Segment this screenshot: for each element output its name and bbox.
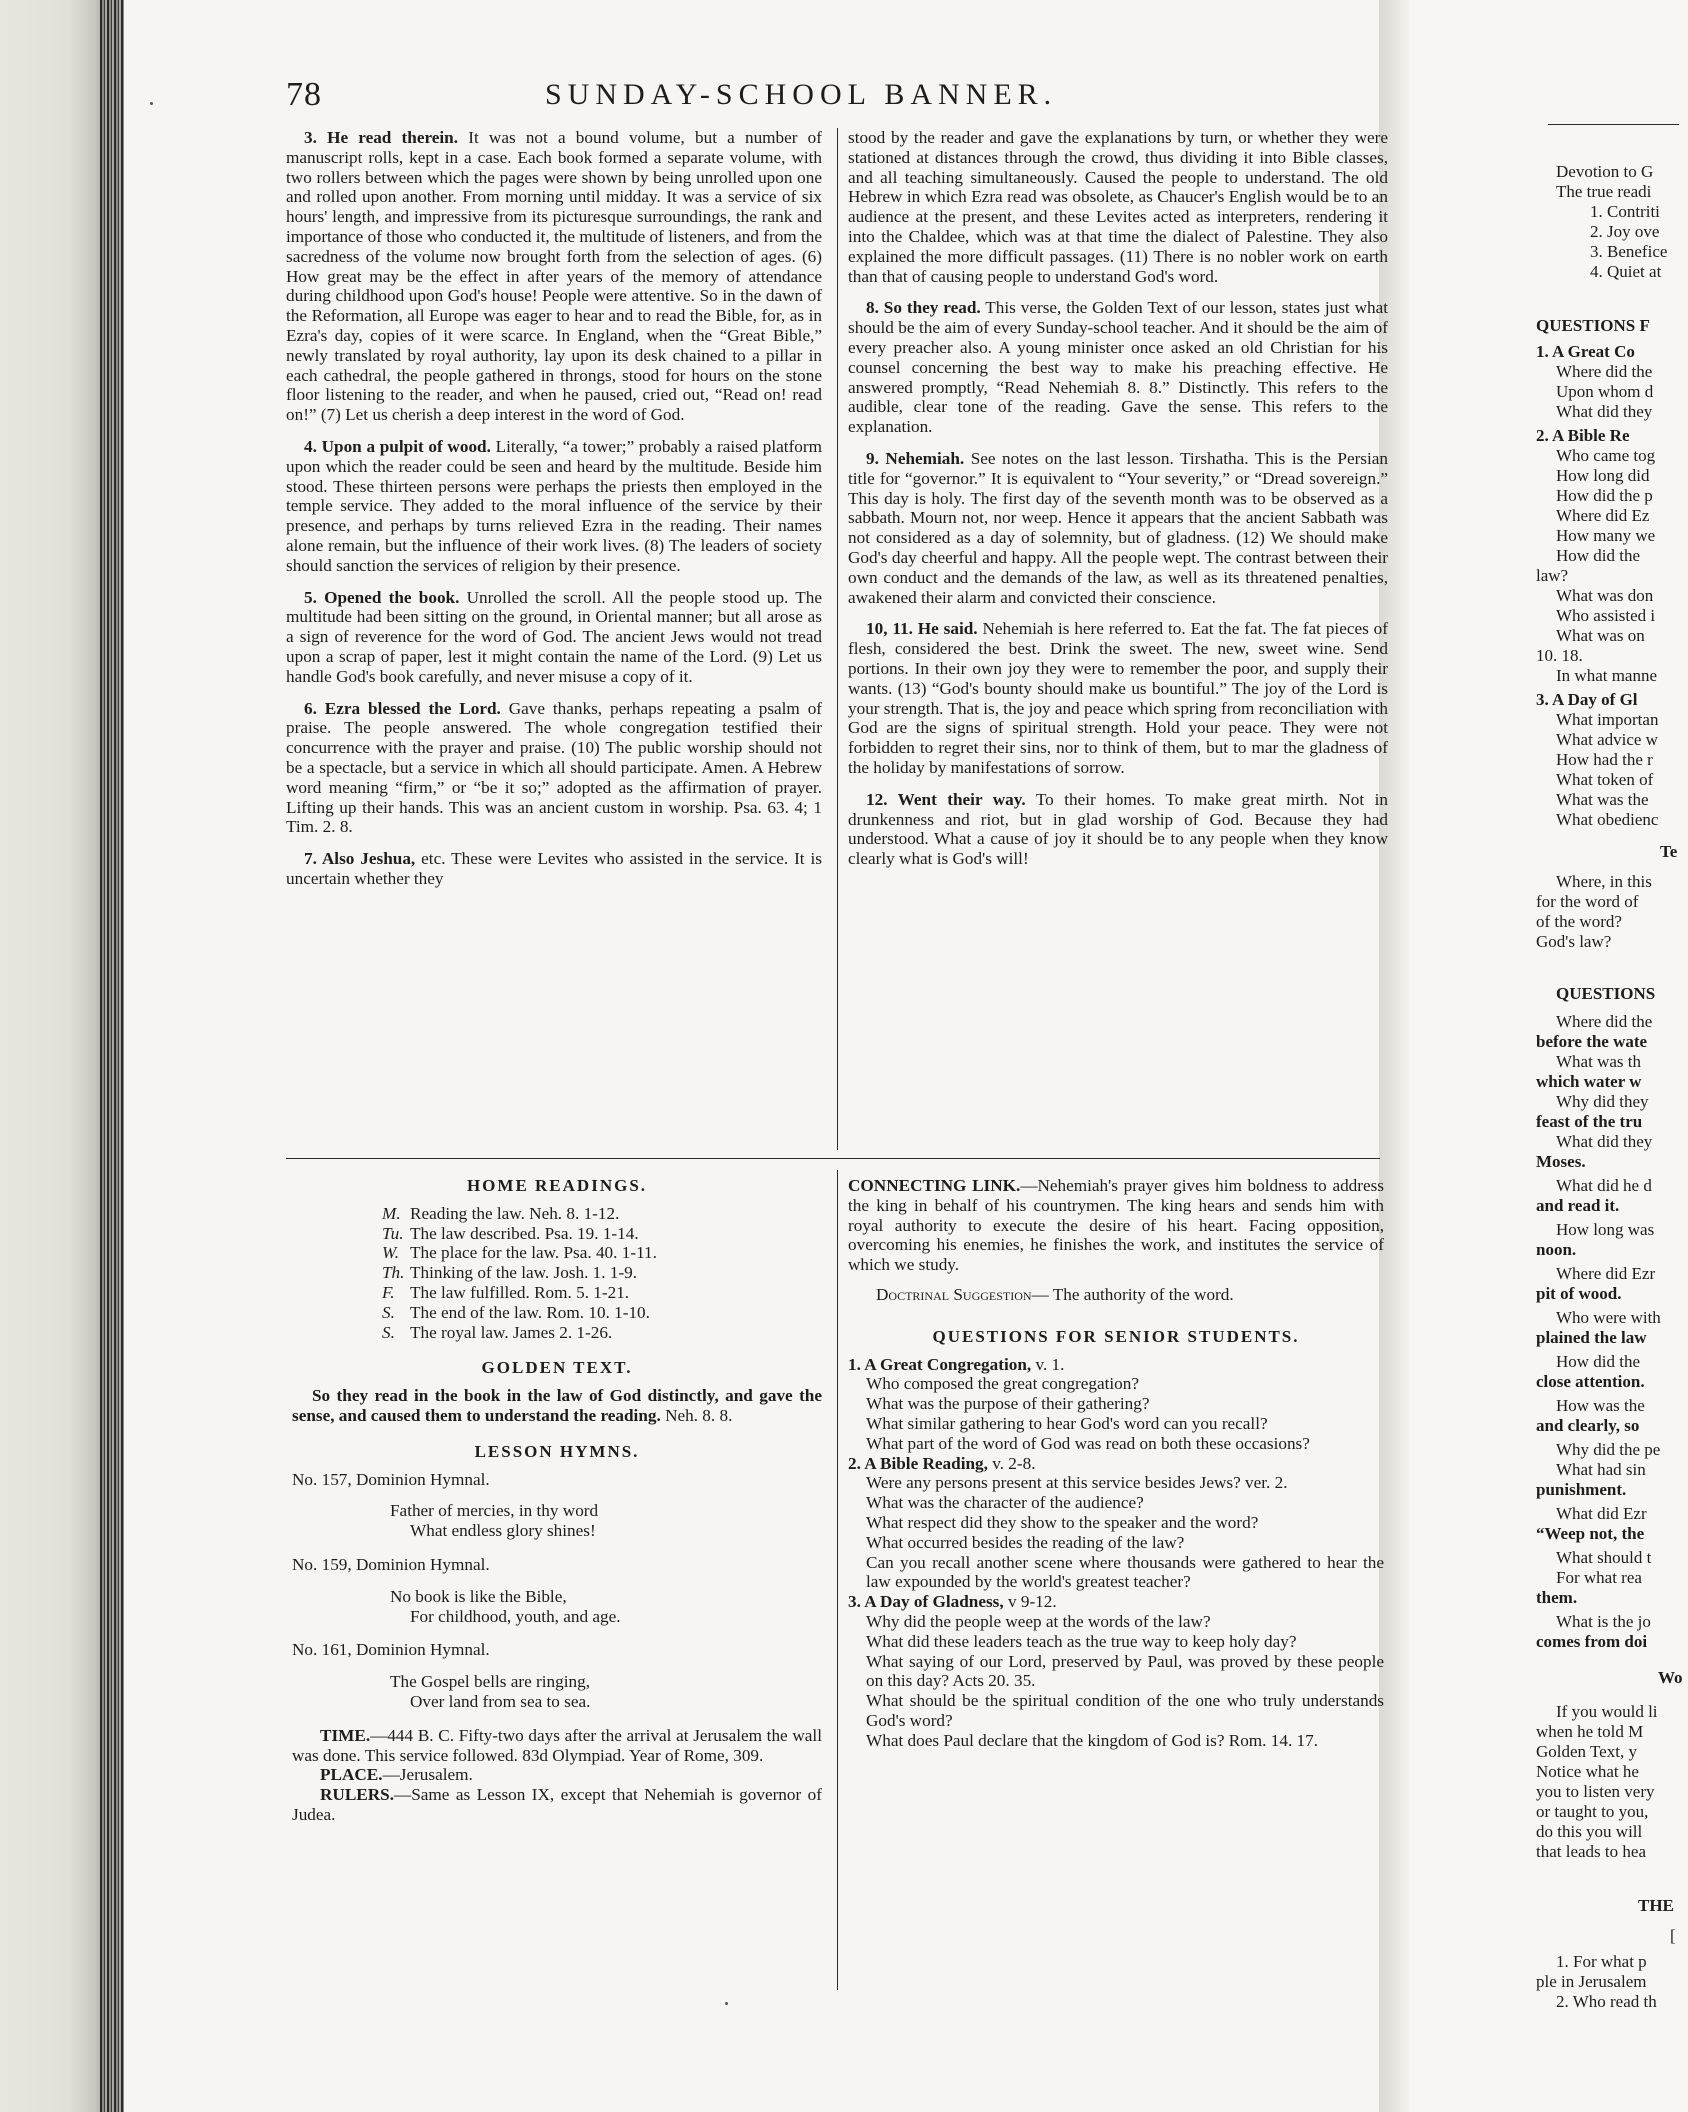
reading-text: The royal law. James 2. 1-26. [410,1322,613,1342]
hymn-line: Father of mercies, in thy word [390,1501,599,1521]
right-page-line: you to listen very [1536,1782,1655,1801]
commentary-paragraph [286,849,822,889]
right-page-line: 2. Who read th [1556,1992,1657,2011]
right-page-line: If you would li [1556,1702,1658,1721]
commentary-column-1 [286,128,822,901]
right-page-line: For what rea [1556,1568,1642,1587]
paragraph-text: Literally, “a tower;” probably a raised platform upon which the reader could be seen and heard by the multitude. Beside him stood. These thirteen persons were perhaps the priests then employed in the temple service. They added to the moral influence of the service by their presence, and perhaps by turns relieved Ezra in the reading. Their names alone remain, but the influence of their work lives. (8) The leaders of society should sanction the services of religion by their presence. [286,436,822,575]
hymn-line: No book is like the Bible, [390,1586,567,1606]
question-item: What was the purpose of their gathering? [866,1394,1150,1414]
reading-text: The law described. Psa. 19. 1-14. [410,1223,639,1243]
right-page-line: How did the [1556,546,1641,565]
right-page-line: God's law? [1536,932,1612,951]
reading-text: The law fulfilled. Rom. 5. 1-21. [410,1282,630,1302]
right-page-line: What had sin [1556,1460,1646,1479]
question-item: What occurred besides the reading of the law? [866,1532,1185,1552]
right-page-line: Why did the pe [1556,1440,1661,1459]
home-reading-row [382,1224,822,1244]
right-page-line: What did they [1556,1132,1653,1151]
right-page-line: that leads to hea [1536,1842,1646,1861]
doctrinal-text: — The authority of the word. [1031,1284,1234,1304]
lesson-hymns-list [292,1470,822,1712]
question-group-heading [848,1592,1384,1612]
right-page-line: ple in Jerusalem [1536,1972,1647,1991]
verse-heading: 10, 11. He said. [866,619,978,639]
commentary-paragraph [286,437,822,576]
right-page-line: What advice w [1556,730,1658,749]
right-page-line: Devotion to G [1556,162,1654,181]
golden-text-body: So they read in the book in the law of God distinctly, and gave the sense, and caused them to understand the reading. [292,1386,822,1425]
question-item: What was the character of the audience? [866,1493,1144,1513]
right-page-line: do this you will [1536,1822,1643,1841]
right-page-line: Upon whom d [1556,382,1654,401]
page-speck [150,102,153,105]
reading-text: Reading the law. Neh. 8. 1-12. [410,1203,620,1223]
right-page-line: How long did [1556,466,1650,485]
right-page-line: close attention. [1536,1372,1645,1391]
right-page-line: 1. Contriti [1590,202,1660,221]
paragraph-text: Unrolled the scroll. All the people stood up. The multitude had been sitting on the ground, in Oriental manner; but all arose as a sign of reverence for the word of God. The ancient Jews would not tread upon a scrap of paper, lest it might contain the name of the Lord. (9) Let us handle God's book carefully, and never misuse a copy of it. [286,587,822,686]
verse-heading: 12. Went their way. [866,789,1026,809]
place-label: PLACE. [320,1765,383,1785]
home-readings-list [292,1204,822,1343]
right-page-line: How long was [1556,1220,1655,1239]
rulers-label: RULERS. [320,1785,395,1805]
right-page-line: of the word? [1536,912,1622,931]
right-page-line: law? [1536,566,1569,585]
reading-day: F. [382,1282,395,1302]
verse-heading: 3. He read therein. [304,128,459,147]
right-page-line: noon. [1536,1240,1577,1259]
right-page-line: What importan [1556,710,1659,729]
right-page-line: which water w [1536,1072,1642,1091]
connecting-label: CONNECTING LINK. [848,1176,1021,1195]
right-page-line: Where did Ez [1556,506,1650,525]
right-page-line: or taught to you, [1536,1802,1649,1821]
right-page-line: What was on [1556,626,1645,645]
group-verses: v. 1. [1031,1354,1065,1374]
lesson-hymns-title: LESSON HYMNS. [474,1441,640,1461]
right-page-line: What did they [1556,402,1653,421]
hymn-line: For childhood, youth, and age. [410,1606,621,1626]
right-page-line: In what manne [1556,666,1658,685]
time-note [292,1726,822,1766]
home-readings-title: HOME READINGS. [466,1176,648,1195]
reading-day: W. [382,1243,400,1263]
group-title: 3. A Day of Gladness, [848,1592,1004,1612]
right-page-line: 3. A Day of Gl [1536,690,1638,709]
commentary-paragraph [286,128,822,425]
right-page-line: 1. For what p [1556,1952,1647,1971]
paragraph-text: See notes on the last lesson. Tirshatha. This is the Persian title for “governor.” It is equivalent to “Your severity,” or “Dread sovereign.” This day is holy. The first day of the seventh month was to be observed as a sabbath. Mourn not, nor weep. Hence it appears that the ancient Sabbath was not considered as a day of solemnity, but of gladness. (12) We should make God's day cheerful and happy. All the people wept. The contrast between their own conduct and the demands of the law, as well as its threatened penalties, awakened their alarm and convicted their conscience. [848,448,1388,607]
right-page-line: How had the r [1556,750,1653,769]
right-page-line: What should t [1556,1548,1652,1567]
right-page-line: The true readi [1556,182,1652,201]
header-rule [1548,124,1679,125]
group-verses: v. 2-8. [987,1453,1036,1473]
right-page-line: Who assisted i [1556,606,1656,625]
right-page-line: and clearly, so [1536,1416,1640,1435]
right-page-line: What was the [1556,790,1649,809]
reading-day: S. [382,1322,395,1342]
hymn-line: What endless glory shines! [410,1521,596,1541]
right-page-line: What was don [1556,586,1654,605]
rulers-note [292,1785,822,1825]
place-note [292,1765,822,1785]
right-page-line: Who were with [1556,1308,1661,1327]
golden-text [292,1386,822,1426]
hymn-number: No. 161, Dominion Hymnal. [292,1640,490,1660]
paragraph-text: It was not a bound volume, but a number of manuscript rolls, kept in a case. Each book formed a separate volume, with two rollers between which the pages were shown by being unrolled upon one and rolled upon another. From morning until midday. It was a service of six hours' length, and impressive from its picturesque surroundings, the rank and importance of those who conducted it, the multitude of listeners, and from the sacredness of the volume now brought forth from the selection of ages. (6) How great may be the effect in after years of the memory of attendance during childhood upon God's house! People were attentive. So in the dawn of the Reformation, all Europe was eager to hear and to read the Bible, for, as in Ezra's day, copies of it were scarce. In England, when the “Great Bible,” newly translated by royal authority, lay upon its desk chained to a pillar in each cathedral, the people gathered in throngs, stood for hours on the stone floor listening to the reader, and when he paused, cried out, “Read on! read on!” (7) Let us cherish a deep interest in the word of God. [286,128,822,425]
right-page-line: Moses. [1536,1152,1586,1171]
right-page-line: [ [1670,1926,1676,1945]
right-page-line: 4. Quiet at [1590,262,1662,281]
right-page-line: plained the law [1536,1328,1647,1347]
paragraph-text: etc. These were Levites who assisted in the service. It is uncertain whether they [286,849,822,888]
paragraph-text: Nehemiah is here referred to. Eat the fat. The fat pieces of flesh, considered the best. Drink the sweet. The new, sweet wine. Send portions. In their own joy they were to remember the poor, and supply their wants. (13) “God's bounty should make us bountiful.” The joy of the Lord is your strength. That is, the joy and peace which spring from reconciliation with God are the signs of spiritual strength. Hold your peace. They were not forbidden to regret their sins, nor to think of them, but to mar the gladness of the holiday by manifestations of sorrow. [848,619,1388,777]
place-text: —Jerusalem. [382,1765,473,1785]
right-page-line: Where did the [1556,1012,1653,1031]
right-page-line: Where did Ezr [1556,1264,1656,1283]
reading-day: Th. [382,1263,405,1283]
commentary-paragraph [286,588,822,687]
connecting-link [848,1176,1384,1275]
question-item: What saying of our Lord, preserved by Paul, was proved by these people on this day? Acts 20. 35. [866,1651,1384,1691]
time-label: TIME. [320,1725,371,1745]
verse-heading: 8. So they read. [866,298,981,318]
verse-heading: 7. Also Jeshua, [304,849,416,869]
right-page-line: QUESTIONS [1556,984,1656,1003]
page-speck [725,2002,728,2005]
hymn-line: Over land from sea to sea. [410,1691,591,1711]
doctrinal-label: Doctrinal Suggestion [876,1284,1032,1304]
right-page-line: Te [1660,842,1678,861]
right-page-line: What is the jo [1556,1612,1651,1631]
commentary-column-2 [848,128,1388,881]
right-page-line: What did Ezr [1556,1504,1647,1523]
right-page-line: Golden Text, y [1536,1742,1637,1761]
right-page-line: for the word of [1536,892,1639,911]
reading-day: M. [382,1203,401,1223]
question-item: What part of the word of God was read on both these occasions? [866,1433,1310,1453]
right-page-line: QUESTIONS F [1536,316,1650,335]
right-page-line: What obedienc [1556,810,1659,829]
verse-heading: 5. Opened the book. [304,587,460,607]
right-page-line: How was the [1556,1396,1645,1415]
group-title: 1. A Great Congregation, [848,1354,1032,1374]
question-item: Why did the people weep at the words of the law? [866,1611,1211,1631]
commentary-paragraph [848,128,1388,286]
question-group-heading [848,1454,1384,1474]
time-text: —444 B. C. Fifty-two days after the arrival at Jerusalem the wall was done. This service followed. 83d Olympiad. Year of Rome, 309. [292,1725,822,1765]
right-page-line: 10. 18. [1536,646,1583,665]
home-reading-row [382,1263,822,1283]
golden-text-title: GOLDEN TEXT. [481,1358,633,1378]
right-page-line: feast of the tru [1536,1112,1643,1131]
verse-heading: 4. Upon a pulpit of wood. [304,436,491,456]
question-item: What does Paul declare that the kingdom of God is? Rom. 14. 17. [866,1730,1319,1750]
right-page-line: Wo [1658,1668,1683,1687]
right-page-line: THE [1638,1896,1674,1915]
group-verses: v 9-12. [1003,1592,1057,1612]
question-item: What similar gathering to hear God's word can you recall? [866,1413,1268,1433]
home-reading-row [382,1303,822,1323]
paragraph-text: This verse, the Golden Text of our lesson, states just what should be the aim of every Sunday-school teacher. And it should be the aim of every preacher also. A young minister once asked an old Christian for his counsel concerning the best way to make his preaching effective. He answered promptly, “Read Nehemiah 8. 8.” Distinctly. This refers to the audible, clear tone of the reading. Gave the sense. This refers to the explanation. [848,298,1389,437]
commentary-paragraph [286,699,822,838]
column-divider-bottom [837,1170,838,1990]
right-page-line: Why did they [1556,1092,1649,1111]
home-reading-row [382,1243,822,1263]
section-divider [286,1158,1380,1159]
right-page-line: Where, in this [1556,872,1652,891]
right-page-line: 2. A Bible Re [1536,426,1630,445]
question-item: Can you recall another scene where thousands were gathered to hear the law expounded by the world's greatest teacher? [866,1552,1384,1592]
right-page-line: 1. A Great Co [1536,342,1635,361]
senior-questions-list [848,1355,1384,1751]
right-page-line: when he told M [1536,1722,1644,1741]
right-page-line: What was th [1556,1052,1641,1071]
right-page-line: How many we [1556,526,1656,545]
right-page-line: Notice what he [1536,1762,1639,1781]
right-page-line: comes from doi [1536,1632,1648,1651]
golden-text-ref: Neh. 8. 8. [665,1405,733,1425]
right-page-line: before the wate [1536,1032,1648,1051]
paragraph-text: stood by the reader and gave the explanations by turn, or whether they were stationed at distances through the crowd, thus dividing it into Bible classes, and all teaching simultaneously. Caused the people to understand. The old Hebrew in which Ezra read was obsolete, as Chaucer's English would be to an audience at the present, and these Levites acted as interpreters, rendering it into the Chaldee, which was at that time the dialect of Palestine. They also explained the more difficult passages. (11) There is no nobler work on earth than that of causing people to understand God's word. [848,128,1388,286]
group-title: 2. A Bible Reading, [848,1453,988,1473]
hymn-line: The Gospel bells are ringing, [390,1672,590,1692]
verse-heading: 6. Ezra blessed the Lord. [304,698,501,718]
question-item: Were any persons present at this service besides Jews? ver. 2. [866,1473,1288,1493]
question-item: What respect did they show to the speaker and the word? [866,1512,1259,1532]
right-page-line: How did the [1556,1352,1641,1371]
commentary-paragraph [848,298,1388,437]
senior-questions-title: QUESTIONS FOR SENIOR STUDENTS. [932,1326,1300,1346]
right-page-line: What token of [1556,770,1654,789]
home-reading-row [382,1283,822,1303]
right-page-line: them. [1536,1588,1578,1607]
right-page-line: 2. Joy ove [1590,222,1660,241]
reading-day: S. [382,1302,395,1322]
reading-text: The place for the law. Psa. 40. 1-11. [410,1243,657,1263]
doctrinal-suggestion [848,1285,1384,1305]
right-page-line: What did he d [1556,1176,1652,1195]
page-edges [100,0,124,2112]
home-reading-row [382,1323,822,1343]
reading-text: Thinking of the law. Josh. 1. 1-9. [410,1263,638,1283]
commentary-paragraph [848,790,1388,869]
rulers-text: —Same as Lesson IX, except that Nehemiah is governor of Judea. [292,1785,822,1824]
hymn-number: No. 159, Dominion Hymnal. [292,1554,490,1574]
senior-questions-column [848,1176,1384,1751]
connecting-text: —Nehemiah's prayer gives him boldness to address the king in behalf of his countrymen. The king hears and sends him with royal authority to execute the desire of his heart. Facing opposition, overcoming his enemies, he finishes the work, and institutes the service of which we study. [848,1176,1384,1275]
page-number: 78 [286,76,322,113]
right-page-line: and read it. [1536,1196,1620,1215]
hymn-number: No. 157, Dominion Hymnal. [292,1469,490,1489]
reading-text: The end of the law. Rom. 10. 1-10. [410,1302,650,1322]
question-item: What did these leaders teach as the true way to keep holy day? [866,1631,1297,1651]
column-divider-top [837,128,838,1150]
right-page-line: pit of wood. [1536,1284,1622,1303]
commentary-paragraph [848,619,1388,777]
commentary-paragraph [848,449,1388,607]
right-page-line: punishment. [1536,1480,1627,1499]
right-page-line: “Weep not, the [1536,1524,1645,1543]
right-page-line: 3. Benefice [1590,242,1668,261]
paragraph-text: To their homes. To make great mirth. Not in drunkenness and riot, but in glad worship of God. Because they had understood. What a cause of joy it should be to any people when they know clearly what is God's will! [848,789,1388,869]
paragraph-text: Gave thanks, perhaps repeating a psalm of praise. The people answered. The whole congregation testified their concurrence with the prayer and praise. (10) The public worship should not be a spectacle, but a service in which all should participate. Amen. A Hebrew word meaning “firm,” or “be it so;” adopted as the affirmation of prayer. Lifting up their hands. This was an ancient custom in worship. Psa. 63. 4; 1 Tim. 2. 8. [286,698,823,837]
right-page-line: How did the p [1556,486,1653,505]
verse-heading: 9. Nehemiah. [866,448,965,468]
question-item: Who composed the great congregation? [866,1374,1139,1394]
question-item: What should be the spiritual condition of the one who truly understands God's word? [866,1691,1384,1730]
right-page-line: Where did the [1556,362,1653,381]
home-reading-row [382,1204,822,1224]
reading-day: Tu. [382,1223,404,1243]
lesson-helps-column [292,1176,822,1825]
question-group-heading [848,1355,1384,1375]
right-page-line: Who came tog [1556,446,1656,465]
page-title: SUNDAY-SCHOOL BANNER. [545,78,1058,111]
